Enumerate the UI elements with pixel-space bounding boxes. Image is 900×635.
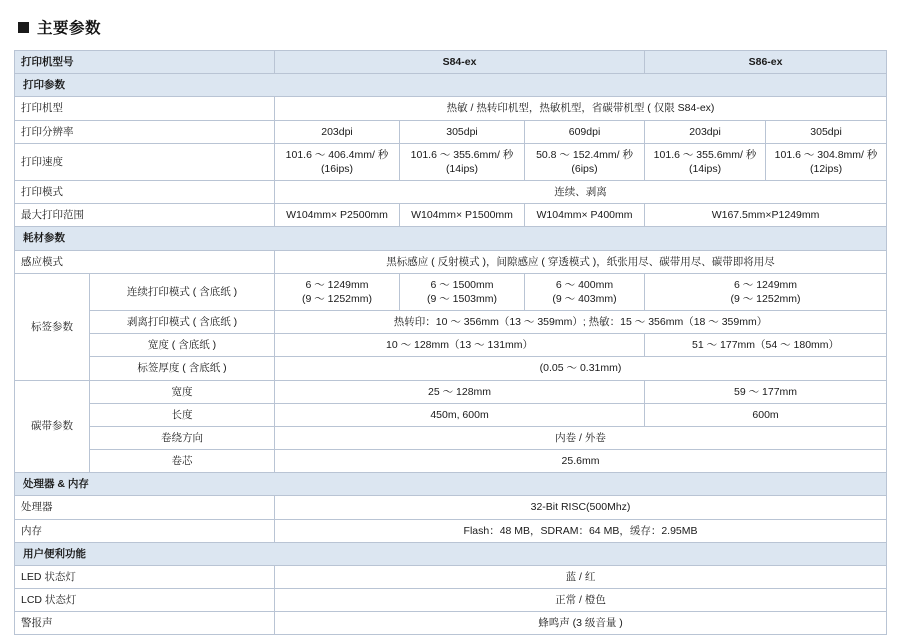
row-value-ribbon-direction: 内卷 / 外卷 — [275, 426, 887, 449]
table-row-speed — [15, 143, 887, 180]
row-value-resolution-4: 203dpi — [645, 120, 766, 143]
row-label-label-thickness: 标签厚度 ( 含底纸 ) — [90, 357, 275, 380]
speed-4-line2: (14ips) — [688, 162, 722, 175]
page-title — [18, 16, 886, 38]
table-row-label-width — [15, 334, 887, 357]
row-value-memory: Flash：48 MB，SDRAM：64 MB，缓存：2.95MB — [275, 519, 887, 542]
row-value-speed-2 — [400, 143, 525, 180]
row-label-sensor-mode: 感应模式 — [15, 250, 275, 273]
table-row-ribbon-direction — [15, 426, 887, 449]
row-label-ribbon-direction: 卷绕方向 — [90, 426, 275, 449]
row-label-print-mode: 打印模式 — [15, 181, 275, 204]
label-cont-1-line2: (9 ～ 1252mm) — [301, 292, 373, 305]
row-value-ribbon-width-1: 25 ～ 128mm — [275, 380, 645, 403]
label-cont-2-line2: (9 ～ 1503mm) — [426, 292, 498, 305]
row-value-speed-4 — [645, 143, 766, 180]
section-label-user-features: 用户便利功能 — [15, 542, 887, 565]
row-value-resolution-2: 305dpi — [400, 120, 525, 143]
row-value-led: 蓝 / 红 — [275, 565, 887, 588]
table-row-ribbon-core — [15, 450, 887, 473]
row-label-resolution: 打印分辨率 — [15, 120, 275, 143]
row-label-label-width: 宽度 ( 含底纸 ) — [90, 334, 275, 357]
row-label-label-continuous: 连续打印模式 ( 含底纸 ) — [90, 273, 275, 310]
row-value-max-area-2: W104mm× P1500mm — [400, 204, 525, 227]
row-value-label-thickness: (0.05 ～ 0.31mm) — [275, 357, 887, 380]
row-value-speed-3 — [525, 143, 645, 180]
label-cont-4-line2: (9 ～ 1252mm) — [730, 292, 801, 305]
row-value-label-continuous-1 — [275, 273, 400, 310]
group-label-label-params: 标签参数 — [15, 273, 90, 380]
table-row-label-continuous — [15, 273, 887, 310]
row-label-led: LED 状态灯 — [15, 565, 275, 588]
row-value-ribbon-length-1: 450m, 600m — [275, 403, 645, 426]
row-value-resolution-5: 305dpi — [766, 120, 887, 143]
table-row-resolution — [15, 120, 887, 143]
row-value-sensor-mode: 黑标感应 ( 反射模式 )，间隙感应 ( 穿透模式 )，纸张用尽、碳带用尽、碳带即将用尽 — [275, 250, 887, 273]
row-label-lcd: LCD 状态灯 — [15, 589, 275, 612]
row-label-ribbon-length: 长度 — [90, 403, 275, 426]
row-value-buzzer: 蜂鸣声 (3 级音量 ) — [275, 612, 887, 635]
speed-5-line2: (12ips) — [809, 162, 843, 175]
section-label-consumables: 耗材参数 — [15, 227, 887, 250]
row-label-speed: 打印速度 — [15, 143, 275, 180]
speed-1-line1: 101.6 ～ 406.4mm/ 秒 — [285, 148, 389, 161]
row-label-model: 打印机型号 — [15, 51, 275, 74]
speed-2-line1: 101.6 ～ 355.6mm/ 秒 — [410, 148, 514, 161]
square-bullet-icon — [18, 22, 29, 33]
row-value-speed-1 — [275, 143, 400, 180]
row-value-label-continuous-4 — [645, 273, 887, 310]
speed-1-line2: (16ips) — [320, 162, 354, 175]
row-label-buzzer: 警报声 — [15, 612, 275, 635]
col-header-s86: S86-ex — [645, 51, 887, 74]
section-processor-memory — [15, 473, 887, 496]
table-row-model — [15, 51, 887, 74]
col-header-s84: S84-ex — [275, 51, 645, 74]
speed-2-line2: (14ips) — [445, 162, 479, 175]
section-label-processor-memory: 处理器 & 内存 — [15, 473, 887, 496]
row-value-max-area-4: W167.5mm×P1249mm — [645, 204, 887, 227]
table-row-buzzer — [15, 612, 887, 635]
table-row-label-thickness — [15, 357, 887, 380]
row-value-label-continuous-3 — [525, 273, 645, 310]
speed-3-line2: (6ips) — [571, 162, 598, 175]
row-value-resolution-1: 203dpi — [275, 120, 400, 143]
label-cont-2-line1: 6 ～ 1500mm — [430, 278, 494, 291]
table-row-lcd — [15, 589, 887, 612]
row-label-print-type: 打印机型 — [15, 97, 275, 120]
row-value-speed-5 — [766, 143, 887, 180]
speed-5-line1: 101.6 ～ 304.8mm/ 秒 — [774, 148, 878, 161]
row-value-ribbon-width-2: 59 ～ 177mm — [645, 380, 887, 403]
row-value-resolution-3: 609dpi — [525, 120, 645, 143]
specification-table — [14, 50, 887, 635]
table-row-sensor-mode — [15, 250, 887, 273]
table-row-max-print-area — [15, 204, 887, 227]
table-row-print-mode — [15, 181, 887, 204]
label-cont-3-line1: 6 ～ 400mm — [555, 278, 614, 291]
section-label-print-params: 打印参数 — [15, 74, 887, 97]
row-value-processor: 32-Bit RISC(500Mhz) — [275, 496, 887, 519]
row-value-print-type: 热敏 / 热转印机型，热敏机型，省碳带机型 ( 仅限 S84-ex) — [275, 97, 887, 120]
speed-4-line1: 101.6 ～ 355.6mm/ 秒 — [653, 148, 757, 161]
row-value-max-area-3: W104mm× P400mm — [525, 204, 645, 227]
row-value-label-width-1: 10 ～ 128mm（13 ～ 131mm） — [275, 334, 645, 357]
table-row-processor — [15, 496, 887, 519]
section-print-params — [15, 74, 887, 97]
row-label-ribbon-width: 宽度 — [90, 380, 275, 403]
table-row-ribbon-length — [15, 403, 887, 426]
section-user-features — [15, 542, 887, 565]
label-cont-3-line2: (9 ～ 403mm) — [552, 292, 617, 305]
row-value-label-peel: 热转印：10 ～ 356mm（13 ～ 359mm）; 热敏：15 ～ 356mm（18 ～ 359mm） — [275, 311, 887, 334]
group-label-ribbon-params: 碳带参数 — [15, 380, 90, 473]
row-label-processor: 处理器 — [15, 496, 275, 519]
speed-3-line1: 50.8 ～ 152.4mm/ 秒 — [536, 148, 633, 161]
row-label-max-print-area: 最大打印范围 — [15, 204, 275, 227]
label-cont-1-line1: 6 ～ 1249mm — [305, 278, 369, 291]
table-row-ribbon-width — [15, 380, 887, 403]
row-value-ribbon-length-2: 600m — [645, 403, 887, 426]
row-value-max-area-1: W104mm× P2500mm — [275, 204, 400, 227]
row-label-label-peel: 剥离打印模式 ( 含底纸 ) — [90, 311, 275, 334]
row-value-label-width-2: 51 ～ 177mm（54 ～ 180mm） — [645, 334, 887, 357]
row-label-memory: 内存 — [15, 519, 275, 542]
section-consumables — [15, 227, 887, 250]
label-cont-4-line1: 6 ～ 1249mm — [734, 278, 798, 291]
table-row-led — [15, 565, 887, 588]
page-title-text: 主要参数 — [37, 20, 102, 37]
table-row-print-type — [15, 97, 887, 120]
row-value-lcd: 正常 / 橙色 — [275, 589, 887, 612]
row-value-ribbon-core: 25.6mm — [275, 450, 887, 473]
row-value-print-mode: 连续、剥离 — [275, 181, 887, 204]
row-value-label-continuous-2 — [400, 273, 525, 310]
row-label-ribbon-core: 卷芯 — [90, 450, 275, 473]
table-row-label-peel — [15, 311, 887, 334]
